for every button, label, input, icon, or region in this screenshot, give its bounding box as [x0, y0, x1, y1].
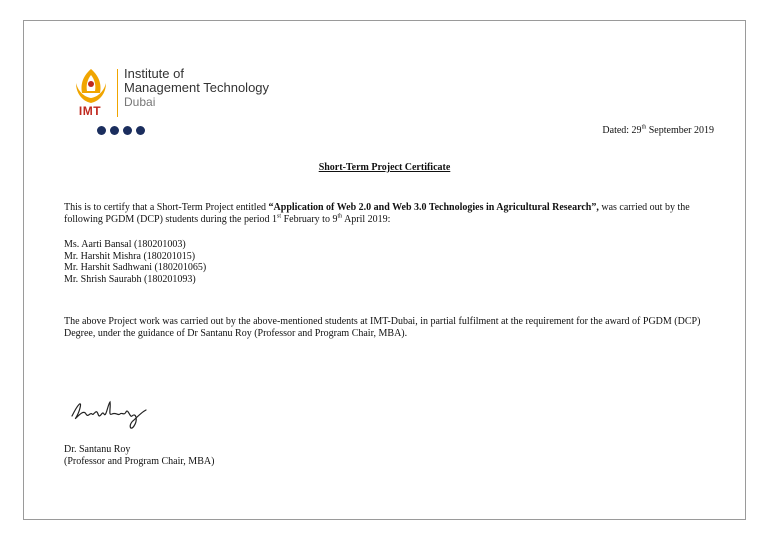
logo-dot	[123, 126, 132, 135]
institute-city: Dubai	[124, 95, 156, 109]
project-title: “Application of Web 2.0 and Web 3.0 Technologies in Agricultural Research”,	[268, 202, 599, 213]
handwritten-signature	[68, 394, 158, 434]
imt-emblem-label: IMT	[78, 104, 102, 118]
para1-mid: February to 9	[281, 213, 338, 225]
date-rest: September 2019	[646, 125, 714, 136]
logo-dot	[97, 126, 106, 135]
logo-dot	[110, 126, 119, 135]
student-item: Mr. Harshit Mishra (180201015)	[64, 250, 196, 262]
certificate-title: Short-Term Project Certificate	[318, 162, 451, 173]
imt-logo	[64, 67, 324, 147]
date-suffix: th	[641, 124, 647, 131]
logo-dot	[136, 126, 145, 135]
student-item: Mr. Shrish Saurabh (180201093)	[64, 273, 196, 285]
date-prefix: Dated: 29	[602, 125, 642, 136]
student-item: Ms. Aarti Bansal (180201003)	[64, 239, 186, 250]
signatory-block	[64, 444, 214, 467]
signatory-designation: (Professor and Program Chair, MBA)	[64, 455, 215, 467]
imt-emblem-icon	[68, 67, 114, 107]
institute-name-line2: Management Technology	[124, 80, 270, 95]
signatory-name: Dr. Santanu Roy	[64, 444, 131, 455]
logo-dots	[97, 126, 145, 135]
para1-after-title: was carried out by the following PGDM (DCP) students during the period 1	[64, 202, 690, 225]
institute-name-line1: Institute of	[124, 66, 184, 81]
certificate-page	[23, 20, 746, 520]
period-start-suffix: st	[277, 213, 282, 220]
logo-divider	[117, 69, 118, 117]
para1-lead: This is to certify that a Short-Term Project entitled	[64, 202, 269, 213]
student-item: Mr. Harshit Sadhwani (180201065)	[64, 262, 207, 273]
certificate-date	[602, 125, 714, 136]
student-list	[64, 239, 206, 285]
period-end-suffix: th	[337, 213, 343, 220]
certification-paragraph	[64, 202, 714, 225]
guidance-paragraph: The above Project work was carried out by the above-mentioned students at IMT-Dubai, in partial fulfilment at the requirement for the award of PGDM (DCP) Degree, under the guidance of Dr Santanu Roy (Professor and Program Chair, MBA).	[64, 316, 701, 339]
institute-name	[124, 67, 269, 109]
para1-end: April 2019:	[342, 213, 391, 225]
